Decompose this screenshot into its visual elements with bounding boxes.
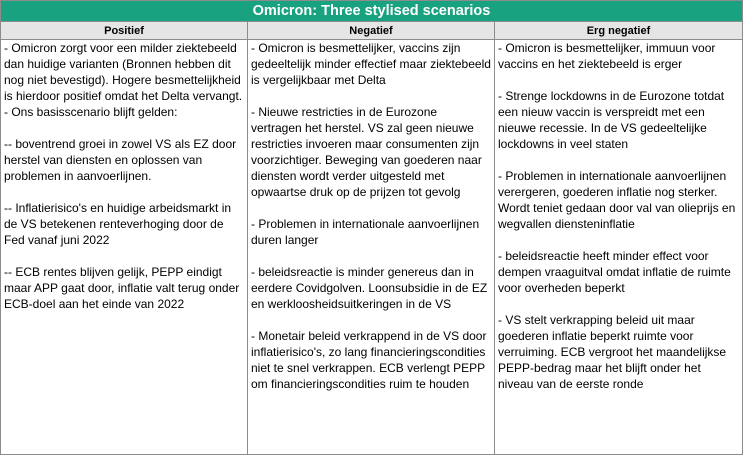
column-header-positief: Positief [1, 22, 247, 40]
column-text-positief: - Omicron zorgt voor een milder ziektebeeld dan huidige varianten (Bronnen hebben dit nog niet bevestigd). Hogere besmettelijkheid is hierdoor positief omdat het Delta vervangt. - Ons basisscenario blijft gelden: -- boventrend groei in zowel VS als EZ door herstel van diensten en oplossen van problemen in aanvoerlijnen. -- Inflatierisico's en huidige arbeidsmarkt in de VS betekenen renteverhoging door de Fed vanaf juni 2022 -- ECB rentes blijven gelijk, PEPP eindigt maar APP gaat door, inflatie valt terug onder ECB-doel aan het einde van 2022 [4, 41, 243, 311]
column-header-negatief: Negatief [248, 22, 494, 40]
column-header-erg-negatief: Erg negatief [495, 22, 742, 40]
column-text-negatief: - Omicron is besmettelijker, vaccins zijn gedeeltelijk minder effectief maar ziektebeeld is vergelijkbaar met Delta - Nieuwe restricties in de Eurozone vertragen het herstel. VS zal geen nieuwe restricties invoeren maar consumenten zijn voorzichtiger. Beweging van goederen naar diensten wordt verder uitgesteld met opwaartse druk op de prijzen tot gevolg - Problemen in internationale aanvoerlijnen duren langer - beleidsreactie is minder genereus dan in eerdere Covidgolven. Loonsubsidie in de EZ en werkloosheidsuitkeringen in de VS - Monetair beleid verkrappend in de VS door inflatierisico's, zo lang financieringscondities niet te snel verkrappen. ECB verlengt PEPP om financieringscondities ruim te houden [251, 41, 491, 391]
column-text-erg-negatief: - Omicron is besmettelijker, immuun voor vaccins en het ziektebeeld is erger - Strenge lockdowns in de Eurozone totdat een nieuw vaccin is verspreidt met een nieuwe recessie. In de VS gedeeltelijke lockdowns in veel staten - Problemen in internationale aanvoerlijnen verergeren, goederen inflatie nog sterker. Wordt teniet gedaan door val van olieprijs en wegvallen diensteninflatie - beleidsreactie heeft minder effect voor dempen vraaguitval omdat inflatie de ruimte voor overheden beperkt - VS stelt verkrapping beleid uit maar goederen inflatie beperkt ruimte voor verruiming. ECB vergroot het maandelijkse PEPP-bedrag maar het blijft onder het niveau van de eerste ronde [498, 41, 736, 391]
table-title: Omicron: Three stylised scenarios [1, 1, 742, 22]
